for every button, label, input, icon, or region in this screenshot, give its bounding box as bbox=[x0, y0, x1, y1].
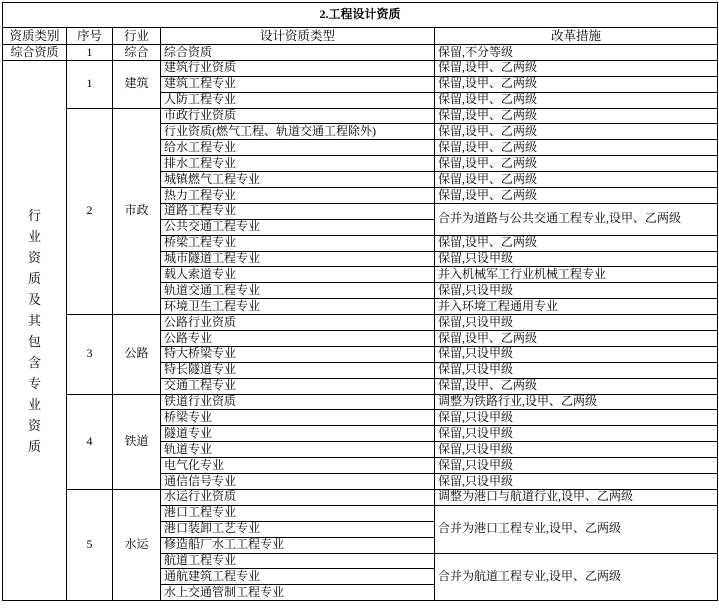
reform-measure-cell: 保留,不分等级 bbox=[435, 45, 718, 61]
category-cell bbox=[3, 60, 67, 600]
qualification-type-cell: 航道工程专业 bbox=[161, 553, 435, 569]
category-cell: 综合资质 bbox=[3, 45, 67, 61]
col-header-type: 设计资质类型 bbox=[161, 28, 435, 45]
qualification-table bbox=[2, 2, 718, 601]
qualification-type-cell: 桥梁工程专业 bbox=[161, 235, 435, 251]
qualification-type-cell: 公路行业资质 bbox=[161, 315, 435, 331]
reform-measure-cell: 保留,设甲、乙两级 bbox=[435, 378, 718, 394]
title-row bbox=[3, 3, 718, 28]
qualification-type-cell: 行业资质(燃气工程、轨道交通工程除外) bbox=[161, 124, 435, 140]
col-header-industry: 行业 bbox=[113, 28, 161, 45]
qualification-type-cell: 铁道行业资质 bbox=[161, 394, 435, 410]
reform-measure-cell: 保留,设甲、乙两级 bbox=[435, 188, 718, 204]
industry-cell: 市政 bbox=[113, 108, 161, 315]
reform-measure-cell: 保留,设甲、乙两级 bbox=[435, 92, 718, 108]
reform-measure-cell: 保留,只设甲级 bbox=[435, 283, 718, 299]
qualification-type-cell: 市政行业资质 bbox=[161, 108, 435, 124]
reform-measure-cell: 保留,设甲、乙两级 bbox=[435, 331, 718, 347]
qualification-type-cell: 修造船厂水工工程专业 bbox=[161, 537, 435, 553]
section-seq-cell: 3 bbox=[67, 315, 113, 394]
qualification-type-cell: 通信信号专业 bbox=[161, 474, 435, 490]
qualification-type-cell: 电气化专业 bbox=[161, 458, 435, 474]
reform-measure-cell: 合并为航道工程专业,设甲、乙两级 bbox=[435, 553, 718, 601]
qualification-type-cell: 港口装卸工艺专业 bbox=[161, 521, 435, 537]
reform-measure-cell: 调整为港口与航道行业,设甲、乙两级 bbox=[435, 489, 718, 505]
reform-measure-cell: 保留,只设甲级 bbox=[435, 474, 718, 490]
qualification-type-cell: 环境卫生工程专业 bbox=[161, 299, 435, 315]
qualification-type-cell: 桥梁专业 bbox=[161, 410, 435, 426]
table-row bbox=[3, 315, 718, 331]
section-seq-cell: 1 bbox=[67, 45, 113, 61]
reform-measure-cell: 保留,设甲、乙两级 bbox=[435, 140, 718, 156]
category-vertical-label: 行业资质及其包含专业资质 bbox=[27, 207, 41, 454]
table-row bbox=[3, 489, 718, 505]
reform-measure-cell: 保留,只设甲级 bbox=[435, 346, 718, 362]
qualification-type-cell: 城镇燃气工程专业 bbox=[161, 172, 435, 188]
qualification-type-cell: 隧道专业 bbox=[161, 426, 435, 442]
col-header-measure: 改革措施 bbox=[435, 28, 718, 45]
qualification-type-cell: 水运行业资质 bbox=[161, 489, 435, 505]
reform-measure-cell: 保留,设甲、乙两级 bbox=[435, 60, 718, 76]
reform-measure-cell: 保留,设甲、乙两级 bbox=[435, 124, 718, 140]
reform-measure-cell: 保留,只设甲级 bbox=[435, 410, 718, 426]
reform-measure-cell: 保留,设甲、乙两级 bbox=[435, 235, 718, 251]
qualification-type-cell: 建筑工程专业 bbox=[161, 76, 435, 92]
section-seq-cell: 4 bbox=[67, 394, 113, 489]
qualification-type-cell: 热力工程专业 bbox=[161, 188, 435, 204]
reform-measure-cell: 保留,设甲、乙两级 bbox=[435, 156, 718, 172]
qualification-type-cell: 给水工程专业 bbox=[161, 140, 435, 156]
page-title: 2.工程设计资质 bbox=[3, 3, 718, 28]
industry-cell: 公路 bbox=[113, 315, 161, 394]
qualification-type-cell: 综合资质 bbox=[161, 45, 435, 61]
reform-measure-cell: 保留,设甲、乙两级 bbox=[435, 76, 718, 92]
header-row bbox=[3, 28, 718, 45]
reform-measure-cell: 保留,只设甲级 bbox=[435, 251, 718, 267]
industry-cell: 综合 bbox=[113, 45, 161, 61]
table-row bbox=[3, 60, 718, 76]
qualification-type-cell: 港口工程专业 bbox=[161, 505, 435, 521]
industry-cell: 建筑 bbox=[113, 60, 161, 108]
reform-measure-cell: 保留,只设甲级 bbox=[435, 362, 718, 378]
reform-measure-cell: 保留,设甲、乙两级 bbox=[435, 108, 718, 124]
table-row bbox=[3, 394, 718, 410]
qualification-type-cell: 排水工程专业 bbox=[161, 156, 435, 172]
qualification-type-cell: 城市隧道工程专业 bbox=[161, 251, 435, 267]
qualification-type-cell: 道路工程专业 bbox=[161, 203, 435, 219]
table-row bbox=[3, 45, 718, 61]
reform-measure-cell: 合并为道路与公共交通工程专业,设甲、乙两级 bbox=[435, 203, 718, 235]
industry-cell: 铁道 bbox=[113, 394, 161, 489]
table-row bbox=[3, 108, 718, 124]
qualification-type-cell: 通航建筑工程专业 bbox=[161, 569, 435, 585]
qualification-type-cell: 水上交通管制工程专业 bbox=[161, 585, 435, 601]
qualification-type-cell: 载人索道专业 bbox=[161, 267, 435, 283]
col-header-category: 资质类别 bbox=[3, 28, 67, 45]
qualification-type-cell: 轨道交通工程专业 bbox=[161, 283, 435, 299]
qualification-type-cell: 公路专业 bbox=[161, 331, 435, 347]
reform-measure-cell: 保留,只设甲级 bbox=[435, 426, 718, 442]
qualification-type-cell: 公共交通工程专业 bbox=[161, 219, 435, 235]
reform-measure-cell: 合并为港口工程专业,设甲、乙两级 bbox=[435, 505, 718, 553]
qualification-type-cell: 特长隧道专业 bbox=[161, 362, 435, 378]
section-seq-cell: 2 bbox=[67, 108, 113, 315]
section-seq-cell: 1 bbox=[67, 60, 113, 108]
qualification-type-cell: 轨道专业 bbox=[161, 442, 435, 458]
industry-cell: 水运 bbox=[113, 489, 161, 600]
reform-measure-cell: 保留,只设甲级 bbox=[435, 315, 718, 331]
qualification-type-cell: 特大桥梁专业 bbox=[161, 346, 435, 362]
col-header-seq: 序号 bbox=[67, 28, 113, 45]
reform-measure-cell: 调整为铁路行业,设甲、乙两级 bbox=[435, 394, 718, 410]
reform-measure-cell: 并入环境工程通用专业 bbox=[435, 299, 718, 315]
reform-measure-cell: 保留,只设甲级 bbox=[435, 442, 718, 458]
qualification-type-cell: 交通工程专业 bbox=[161, 378, 435, 394]
qualification-type-cell: 人防工程专业 bbox=[161, 92, 435, 108]
section-seq-cell: 5 bbox=[67, 489, 113, 600]
reform-measure-cell: 保留,设甲、乙两级 bbox=[435, 172, 718, 188]
qualification-type-cell: 建筑行业资质 bbox=[161, 60, 435, 76]
reform-measure-cell: 并入机械军工行业机械工程专业 bbox=[435, 267, 718, 283]
reform-measure-cell: 保留,只设甲级 bbox=[435, 458, 718, 474]
